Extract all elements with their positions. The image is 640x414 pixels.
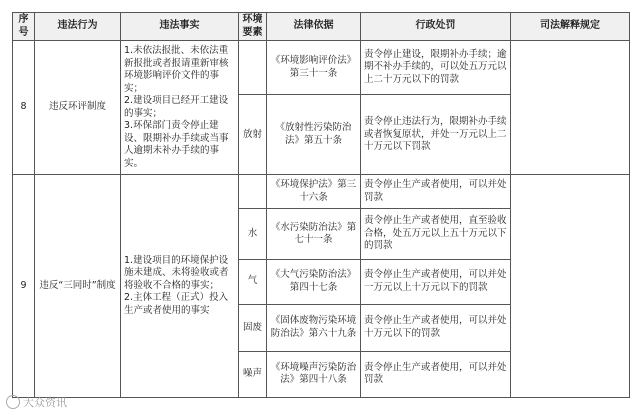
row9-penalty-3: 责令停止生产或者使用，可以并处一万元以上十万元以下的罚款: [361, 259, 511, 304]
row8-no: 8: [13, 41, 35, 175]
header-facts: 违法事实: [121, 13, 239, 41]
row9-element-4: 固废: [239, 304, 267, 351]
row9-no: 9: [13, 175, 35, 398]
row9-basis-1: 《环境保护法》第三十六条: [267, 175, 361, 209]
row8-judicial: [511, 41, 630, 175]
row8-fact-3: 3.环保部门责令停止建设、限期补办手续或当事人逾期未补办手续的事实。: [124, 120, 229, 169]
row9-facts: [121, 175, 239, 398]
row9-penalty-5: 责令停止生产或者使用，可以并处罚款: [361, 351, 511, 397]
row8-element-2: 放射: [239, 95, 267, 175]
header-penalty: 行政处罚: [361, 13, 511, 41]
row8-penalty-1: 责令停止建设，限期补办手续；逾期不补办手续的，可以处五万元以上二十万元以下的罚款: [361, 41, 511, 95]
watermark-text: 大众资讯: [23, 396, 67, 409]
header-no: 序号: [13, 13, 35, 41]
row8-fact-1: 1.未依法报批、未依法重新报批或者报请重新审核环境影响评价文件的事实；: [124, 45, 229, 94]
logo-icon: [6, 395, 20, 409]
row9-element-5: 噪声: [239, 351, 267, 397]
table-row: [13, 175, 630, 209]
row9-judicial: [511, 175, 630, 398]
row9-fact-1: 1.建设项目的环境保护设施未建成、未将验收或者将验收不合格的事实；: [124, 254, 229, 291]
table-row: [13, 41, 630, 95]
row9-element-1: [239, 175, 267, 209]
row8-behavior: 违反环评制度: [35, 41, 121, 175]
row8-facts: [121, 41, 239, 175]
row9-penalty-2: 责令停止生产或者使用，直至验收合格，处五万元以上五十万元以下的罚款: [361, 209, 511, 259]
row9-behavior: 违反“三同时”制度: [35, 175, 121, 398]
header-judicial: 司法解释规定: [511, 13, 630, 41]
row9-fact-2: 2.主体工程（正式）投入生产或者使用的事实: [124, 292, 229, 316]
row8-fact-2: 2.建设项目已经开工建设的事实；: [124, 95, 229, 119]
row8-basis-1: 《环境影响评价法》第三十一条: [267, 41, 361, 95]
header-row: [13, 13, 630, 41]
row9-basis-3: 《大气污染防治法》第四十七条: [267, 259, 361, 304]
row8-element-1: [239, 41, 267, 95]
row9-basis-2: 《水污染防治法》第七十一条: [267, 209, 361, 259]
row9-penalty-1: 责令停止生产或者使用，可以并处罚款: [361, 175, 511, 209]
row8-penalty-2: 责令停止违法行为，限期补办手续或者恢复原状，并处一万元以上二十万元以下罚款: [361, 95, 511, 175]
law-table: [12, 12, 630, 398]
watermark: [6, 394, 67, 410]
header-behavior: 违法行为: [35, 13, 121, 41]
row9-element-2: 水: [239, 209, 267, 259]
header-basis: 法律依据: [267, 13, 361, 41]
row9-element-3: 气: [239, 259, 267, 304]
row9-basis-5: 《环境噪声污染防治法》第四十八条: [267, 351, 361, 397]
header-element: 环境要素: [239, 13, 267, 41]
row8-basis-2: 《放射性污染防治法》第五十条: [267, 95, 361, 175]
row9-penalty-4: 责令停止生产或者使用，可以并处十万元以下的罚款: [361, 304, 511, 351]
row9-basis-4: 《固体废物污染环境防治法》第六十九条: [267, 304, 361, 351]
